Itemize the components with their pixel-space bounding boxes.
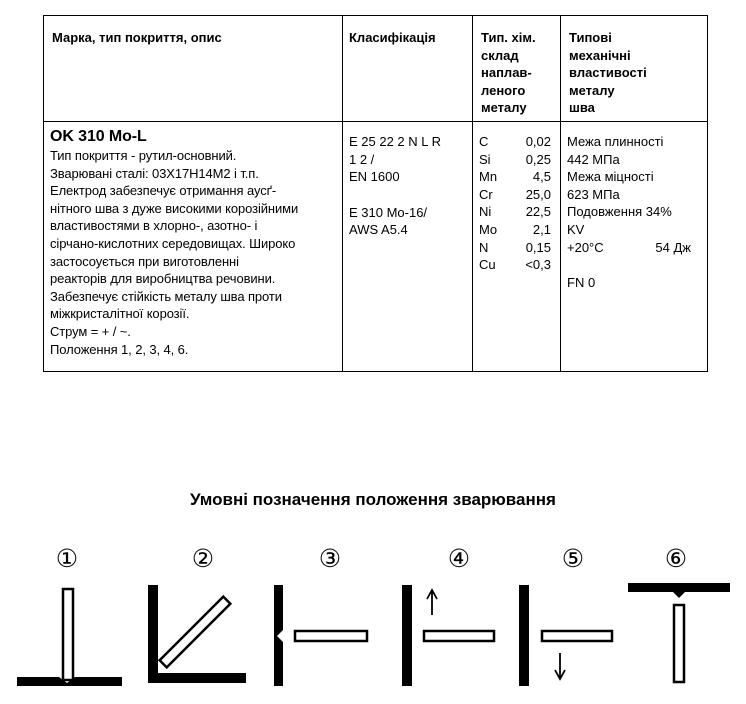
header-brand: Марка, тип покриття, опис bbox=[44, 16, 343, 122]
position-4-diagram bbox=[402, 543, 522, 703]
description-line: сірчано-кислотних середовищах. Широко bbox=[50, 235, 296, 251]
product-name: OK 310 Mo-L bbox=[50, 128, 147, 145]
chemistry-row bbox=[479, 151, 551, 169]
chemistry-row bbox=[479, 203, 551, 221]
impact-energy: 54 Дж bbox=[655, 239, 691, 255]
chemistry-value: 25,0 bbox=[525, 186, 551, 202]
description-line: Тип покриття - рутил-основний. bbox=[50, 148, 237, 163]
product-cell bbox=[44, 122, 343, 372]
chemistry-row bbox=[479, 221, 551, 239]
mech-line: 623 МПа bbox=[567, 186, 620, 202]
description-line: Зварювані сталі: 03X17H14M2 і т.п. bbox=[50, 165, 259, 181]
chemistry-element: Ni bbox=[479, 204, 492, 220]
classification-line: E 310 Mo-16/ bbox=[349, 204, 428, 220]
description-line: Положення 1, 2, 3, 4, 6. bbox=[50, 341, 189, 357]
classification-line: 1 2 / bbox=[349, 151, 375, 167]
description-line: міжкристалітної корозії. bbox=[50, 306, 190, 322]
chemistry-element: Cu bbox=[479, 257, 496, 273]
chemistry-element: C bbox=[479, 134, 489, 149]
header-chemistry: Тип. хім. склад наплав- леного металу bbox=[473, 16, 561, 122]
chemistry-value: 0,02 bbox=[525, 134, 551, 149]
mech-line: KV bbox=[567, 221, 585, 237]
chemistry-row bbox=[479, 186, 551, 204]
description-line: Електрод забезпечує отримання аусґ- bbox=[50, 183, 277, 199]
position-4-number: ④ bbox=[447, 545, 471, 573]
product-description bbox=[50, 147, 338, 358]
chemistry-value: 4,5 bbox=[532, 169, 551, 185]
description-line: нітного шва з дуже високими корозійними bbox=[50, 200, 299, 216]
chemistry-element: Cr bbox=[479, 186, 493, 202]
position-5-diagram bbox=[519, 543, 639, 703]
chemistry-element: Si bbox=[479, 151, 491, 167]
header-mechanical: Типові механічні властивості металу шва bbox=[561, 16, 708, 122]
chemistry-row bbox=[479, 133, 551, 151]
chemistry-element: Mn bbox=[479, 169, 498, 185]
description-line: властивостями в хлорно-, азотно- і bbox=[50, 218, 258, 234]
position-1-number: ① bbox=[55, 545, 79, 573]
legend-title: Умовні позначення положення зварювання bbox=[190, 490, 556, 509]
chemistry-value: 0,25 bbox=[525, 151, 551, 167]
position-1-diagram bbox=[15, 543, 135, 703]
position-6-number: ⑥ bbox=[664, 545, 688, 573]
electrode-spec-table bbox=[43, 15, 708, 372]
mech-line: Межа плинності bbox=[567, 134, 664, 149]
classification-cell bbox=[343, 122, 473, 372]
description-line: застосоується при виготовленні bbox=[50, 253, 239, 269]
impact-temperature: +20°C bbox=[567, 239, 604, 255]
position-3-diagram bbox=[274, 543, 394, 703]
arrow-down-icon bbox=[555, 653, 565, 679]
mechanical-cell bbox=[561, 122, 708, 372]
chemistry-value: <0,3 bbox=[525, 257, 551, 273]
description-line: Струм = + / ~. bbox=[50, 323, 131, 339]
chemistry-value: 2,1 bbox=[532, 221, 551, 237]
mech-line: Подовження 34% bbox=[567, 204, 672, 220]
impact-row bbox=[567, 239, 691, 257]
chemistry-element: Mo bbox=[479, 221, 498, 237]
position-2-diagram bbox=[146, 543, 266, 703]
mech-line: 442 МПа bbox=[567, 151, 620, 167]
ferrite-number: FN 0 bbox=[567, 275, 596, 291]
classification-line: EN 1600 bbox=[349, 169, 400, 185]
chemistry-value: 0,15 bbox=[525, 239, 551, 255]
position-3-number: ③ bbox=[318, 545, 342, 573]
chemistry-value: 22,5 bbox=[525, 204, 551, 220]
description-line: Забезпечує стійкість металу шва проти bbox=[50, 288, 282, 304]
chemistry-element: N bbox=[479, 239, 489, 255]
classification-line: E 25 22 2 N L R bbox=[349, 134, 442, 149]
description-line: реакторів для виробництва речовини. bbox=[50, 271, 276, 287]
chemistry-row bbox=[479, 256, 551, 274]
position-6-diagram bbox=[626, 543, 746, 703]
classification-line: AWS A5.4 bbox=[349, 222, 408, 238]
chemistry-row bbox=[479, 168, 551, 186]
chemistry-cell bbox=[473, 122, 561, 372]
chemistry-row bbox=[479, 239, 551, 257]
position-2-number: ② bbox=[191, 545, 215, 573]
arrow-up-icon bbox=[427, 590, 437, 615]
position-5-number: ⑤ bbox=[561, 545, 585, 573]
mech-line: Межа міцності bbox=[567, 169, 654, 185]
header-classification: Класифікація bbox=[343, 16, 473, 122]
